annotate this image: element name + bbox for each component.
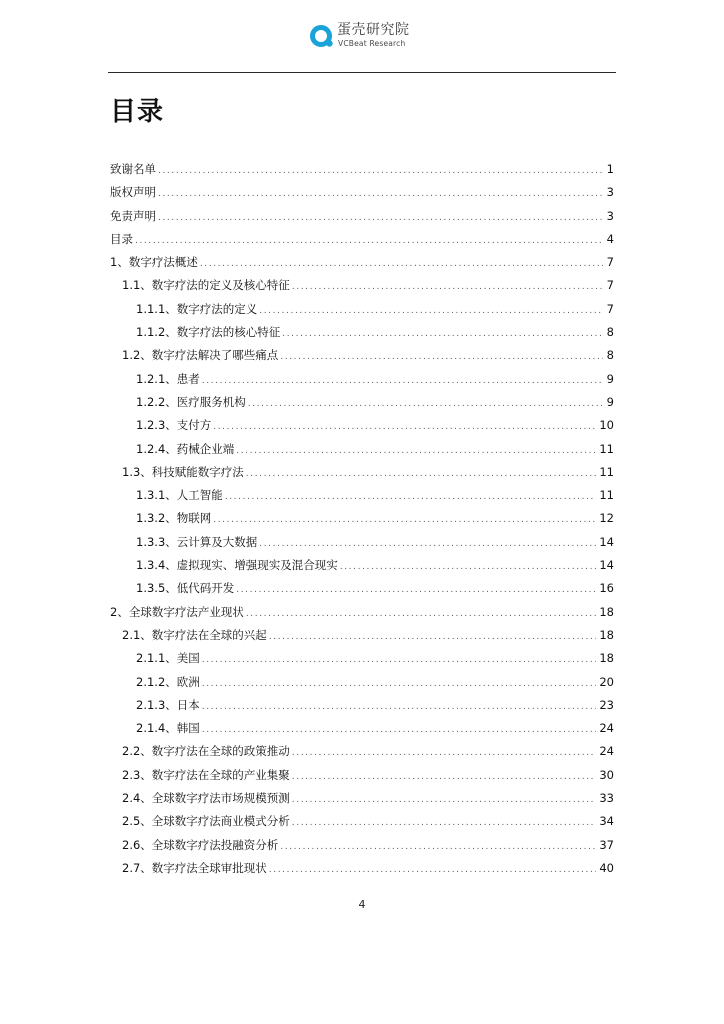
toc-entry-page: 24 [599, 744, 614, 759]
toc-entry-page: 11 [599, 488, 614, 503]
toc-entry[interactable] [108, 624, 614, 647]
toc-entry-page: 11 [599, 441, 614, 456]
toc-dot-leader [236, 440, 596, 463]
toc-entry-page: 14 [599, 558, 614, 573]
toc-entry-label: 1.1、数字疗法的定义及核心特征 [122, 278, 290, 293]
toc-entry-label: 版权声明 [110, 185, 156, 200]
toc-entry-page: 1 [606, 162, 614, 176]
toc-entry-label: 2.3、数字疗法在全球的产业集聚 [122, 767, 290, 782]
toc-entry-label: 目录 [110, 231, 133, 246]
toc-entry-label: 2.1.2、欧洲 [136, 674, 200, 689]
toc-entry-page: 24 [599, 721, 614, 736]
toc-entry-page: 18 [599, 651, 614, 666]
toc-entry-label: 2.1.3、日本 [136, 697, 200, 712]
toc-entry[interactable] [108, 414, 614, 437]
toc-entry[interactable] [108, 764, 614, 787]
toc-dot-leader [292, 742, 597, 765]
toc-dot-leader [246, 463, 597, 486]
toc-dot-leader [280, 346, 603, 369]
toc-entry[interactable] [108, 507, 614, 530]
toc-entry-page: 7 [606, 301, 614, 316]
toc-entry-label: 1.3.1、人工智能 [136, 488, 223, 503]
toc-entry-page: 14 [599, 534, 614, 549]
toc-entry[interactable] [108, 810, 614, 833]
toc-entry-label: 2.1、数字疗法在全球的兴起 [122, 627, 267, 642]
toc-entry[interactable] [108, 298, 614, 321]
brand-logo [310, 23, 420, 51]
toc-dot-leader [269, 626, 597, 649]
toc-entry[interactable] [108, 671, 614, 694]
toc-entry-label: 1.3.5、低代码开发 [136, 581, 235, 596]
toc-entry-page: 33 [599, 791, 614, 806]
toc-entry-label: 1.2.2、医疗服务机构 [136, 394, 246, 409]
toc-entry-label: 2.5、全球数字疗法商业模式分析 [122, 814, 290, 829]
toc-entry-label: 1.3.2、物联网 [136, 511, 212, 526]
toc-entry-label: 2、全球数字疗法产业现状 [110, 604, 244, 619]
toc-entry[interactable] [108, 344, 614, 367]
toc-entry[interactable] [108, 368, 614, 391]
toc-dot-leader [202, 649, 597, 672]
toc-entry-page: 37 [599, 837, 614, 852]
toc-entry[interactable] [108, 531, 614, 554]
toc-entry-label: 免责声明 [110, 208, 156, 223]
toc-entry[interactable] [108, 740, 614, 763]
toc-dot-leader [135, 230, 603, 253]
toc-entry-page: 3 [606, 185, 614, 200]
toc-entry-page: 9 [606, 371, 614, 386]
toc-dot-leader [269, 859, 597, 882]
toc-entry-label: 2.6、全球数字疗法投融资分析 [122, 837, 279, 852]
toc-entry-page: 3 [606, 208, 614, 223]
toc-dot-leader [158, 207, 603, 230]
page-title: 目录 [110, 97, 165, 127]
toc-entry[interactable] [108, 461, 614, 484]
toc-entry-page: 18 [599, 604, 614, 619]
toc-entry-label: 1.2.4、药械企业端 [136, 441, 235, 456]
toc-dot-leader [280, 836, 596, 859]
toc-dot-leader [200, 253, 603, 276]
toc-entry[interactable] [108, 554, 614, 577]
toc-dot-leader [282, 323, 603, 346]
toc-entry[interactable] [108, 251, 614, 274]
toc-entry[interactable] [108, 181, 614, 204]
toc-dot-leader [340, 556, 597, 579]
toc-dot-leader [158, 160, 603, 183]
toc-entry[interactable] [108, 158, 614, 181]
toc-dot-leader [236, 579, 596, 602]
brand-name-cn: 蛋壳研究院 [337, 22, 410, 38]
toc-entry[interactable] [108, 438, 614, 461]
toc-entry-page: 9 [606, 394, 614, 409]
toc-dot-leader [259, 300, 603, 323]
toc-entry-label: 2.1.1、美国 [136, 651, 200, 666]
toc-entry-page: 11 [599, 464, 614, 479]
toc-entry-page: 34 [599, 814, 614, 829]
toc-dot-leader [213, 416, 596, 439]
toc-entry-label: 1.1.2、数字疗法的核心特征 [136, 325, 281, 340]
toc-entry-label: 1.2.1、患者 [136, 371, 200, 386]
toc-dot-leader [292, 276, 603, 299]
toc-entry-label: 1.2、数字疗法解决了哪些痛点 [122, 348, 279, 363]
toc-dot-leader [202, 370, 603, 393]
toc-dot-leader [248, 393, 603, 416]
toc-entry[interactable] [108, 647, 614, 670]
toc-dot-leader [202, 673, 597, 696]
toc-dot-leader [213, 509, 596, 532]
toc-entry-page: 40 [599, 860, 614, 875]
toc-entry-page: 23 [599, 697, 614, 712]
toc-entry[interactable] [108, 577, 614, 600]
toc-entry[interactable] [108, 694, 614, 717]
toc-entry-label: 2.2、数字疗法在全球的政策推动 [122, 744, 290, 759]
toc-dot-leader [292, 789, 597, 812]
toc-dot-leader [246, 603, 597, 626]
header-divider [108, 72, 616, 73]
toc-entry-label: 1.3.4、虚拟现实、增强现实及混合现实 [136, 558, 338, 573]
toc-entry[interactable] [108, 228, 614, 251]
toc-dot-leader [202, 719, 597, 742]
toc-entry-page: 16 [599, 581, 614, 596]
toc-entry[interactable] [108, 274, 614, 297]
toc-entry-label: 1.2.3、支付方 [136, 418, 212, 433]
toc-entry[interactable] [108, 205, 614, 228]
toc-entry-label: 2.1.4、韩国 [136, 721, 200, 736]
toc-entry[interactable] [108, 717, 614, 740]
toc-entry-page: 8 [606, 348, 614, 363]
toc-entry[interactable] [108, 391, 614, 414]
toc-entry-label: 1.1.1、数字疗法的定义 [136, 301, 258, 316]
toc-entry[interactable] [108, 857, 614, 880]
toc-entry-page: 8 [606, 325, 614, 340]
toc-entry-label: 1.3、科技赋能数字疗法 [122, 464, 244, 479]
toc-entry[interactable] [108, 787, 614, 810]
brand-name-en: VCBeat Research [338, 39, 406, 48]
page-number: 4 [358, 898, 366, 911]
toc-entry-page: 7 [606, 255, 614, 270]
page-header [0, 20, 724, 52]
toc-entry-page: 12 [599, 511, 614, 526]
toc-dot-leader [202, 696, 597, 719]
toc-dot-leader [292, 812, 597, 835]
toc-entry-page: 7 [606, 278, 614, 293]
toc-entry[interactable] [108, 484, 614, 507]
toc-entry-label: 2.4、全球数字疗法市场规模预测 [122, 791, 290, 806]
toc-entry[interactable] [108, 321, 614, 344]
toc-entry-label: 致谢名单 [110, 162, 156, 176]
toc-entry-page: 18 [599, 627, 614, 642]
toc-entry-page: 4 [606, 231, 614, 246]
vcbeat-logo-icon [310, 24, 334, 48]
toc-entry[interactable] [108, 834, 614, 857]
toc-entry-page: 30 [599, 767, 614, 782]
toc-dot-leader [292, 766, 597, 789]
toc-entry-label: 1、数字疗法概述 [110, 255, 198, 270]
table-of-contents [108, 158, 614, 880]
toc-dot-leader [225, 486, 597, 509]
toc-entry-label: 1.3.3、云计算及大数据 [136, 534, 258, 549]
toc-dot-leader [158, 183, 603, 206]
toc-entry[interactable] [108, 601, 614, 624]
toc-entry-page: 10 [599, 418, 614, 433]
toc-entry-page: 20 [599, 674, 614, 689]
toc-dot-leader [259, 533, 596, 556]
toc-entry-label: 2.7、数字疗法全球审批现状 [122, 860, 267, 875]
